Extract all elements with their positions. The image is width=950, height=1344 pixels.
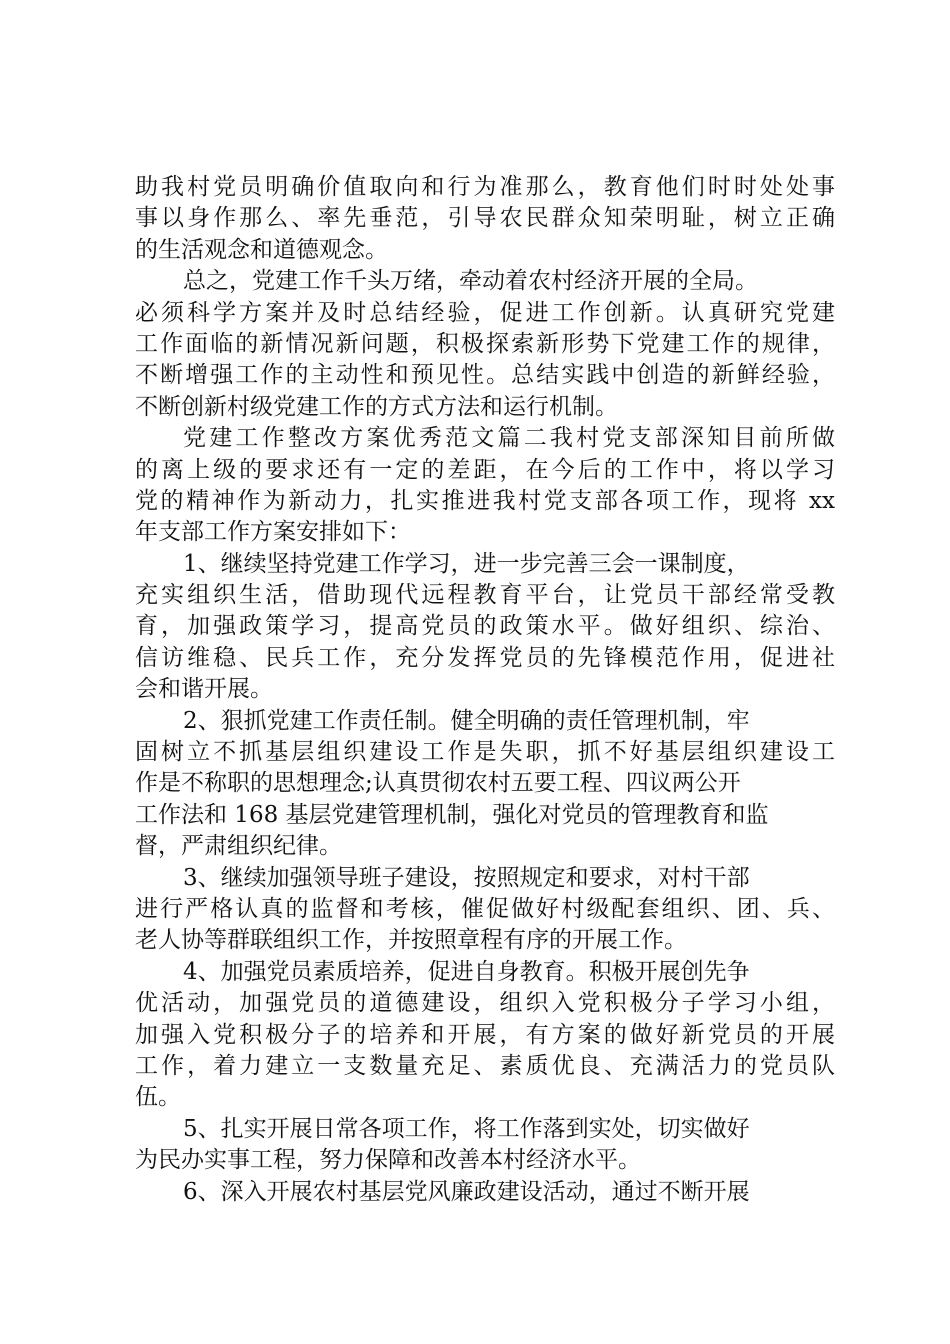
document-line: 6、深入开展农村基层党风廉政建设活动，通过不断开展 (183, 1178, 750, 1205)
document-line: 4、加强党员素质培养，促进自身教育。积极开展创先争 (183, 958, 750, 985)
document-line: 工作，着力建立一支数量充足、素质优良、充满活力的党员队 (135, 1052, 835, 1079)
document-line: 信访维稳、民兵工作，充分发挥党员的先锋模范作用，促进社 (135, 644, 835, 671)
document-line: 充实组织生活，借助现代远程教育平台，让党员干部经常受教 (135, 582, 835, 609)
document-line: 必须科学方案并及时总结经验，促进工作创新。认真研究党建 (135, 299, 835, 326)
document-line: 不断创新村级党建工作的方式方法和运行机制。 (135, 393, 618, 420)
document-line: 工作法和 168 基层党建管理机制，强化对党员的管理教育和监 (135, 801, 769, 828)
document-line: 5、扎实开展日常各项工作，将工作落到实处，切实做好 (183, 1115, 750, 1142)
document-line: 事以身作那么、率先垂范，引导农民群众知荣明耻，树立正确 (135, 205, 835, 232)
document-line: 的生活观念和道德观念。 (135, 236, 388, 263)
document-line: 为民办实事工程，努力保障和改善本村经济水平。 (135, 1147, 641, 1174)
document-line: 2、狠抓党建工作责任制。健全明确的责任管理机制，牢 (183, 707, 750, 734)
document-line: 助我村党员明确价值取向和行为准那么，教育他们时时处处事 (135, 174, 835, 200)
document-line: 党的精神作为新动力，扎实推进我村党支部各项工作，现将 xx (135, 487, 835, 514)
document-body-text (135, 172, 835, 1208)
document-line: 加强入党积极分子的培养和开展，有方案的做好新党员的开展 (135, 1021, 835, 1048)
document-line: 1、继续坚持党建工作学习，进一步完善三会一课制度， (183, 550, 750, 577)
document-line: 固树立不抓基层组织建设工作是失职，抓不好基层组织建设工 (135, 739, 835, 766)
document-line: 伍。 (135, 1084, 181, 1111)
document-line: 进行严格认真的监督和考核，催促做好村级配套组织、团、兵、 (135, 895, 835, 922)
document-line: 年支部工作方案安排如下： (135, 519, 411, 546)
document-line: 的离上级的要求还有一定的差距，在今后的工作中，将以学习 (135, 456, 835, 483)
document-line: 工作面临的新情况新问题，积极探索新形势下党建工作的规律， (135, 330, 835, 357)
document-line: 党建工作整改方案优秀范文篇二我村党支部深知目前所做 (183, 425, 835, 452)
document-line: 优活动，加强党员的道德建设，组织入党积极分子学习小组， (135, 990, 835, 1017)
document-line: 督，严肃组织纪律。 (135, 833, 342, 860)
document-line: 不断增强工作的主动性和预见性。总结实践中创造的新鲜经验， (135, 362, 835, 389)
document-line: 3、继续加强领导班子建设，按照规定和要求，对村干部 (183, 864, 750, 891)
document-line: 作是不称职的思想理念;认真贯彻农村五要工程、四议两公开 (135, 770, 741, 797)
document-line: 育，加强政策学习，提高党员的政策水平。做好组织、综治、 (135, 613, 835, 640)
document-line: 老人协等群联组织工作，并按照章程有序的开展工作。 (135, 927, 687, 954)
document-line: 会和谐开展。 (135, 676, 273, 703)
document-line: 总之，党建工作千头万绪，牵动着农村经济开展的全局。 (183, 268, 758, 295)
